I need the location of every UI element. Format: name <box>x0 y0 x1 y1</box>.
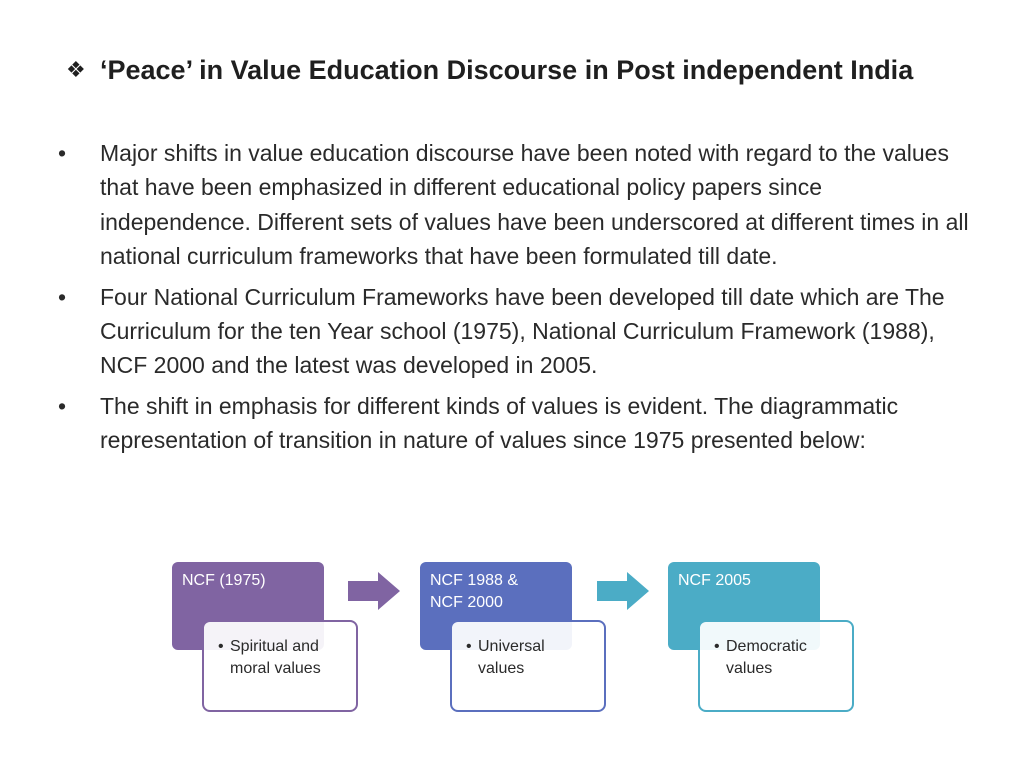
bullet-item <box>58 136 978 274</box>
right-arrow-icon <box>597 572 649 610</box>
slide-heading <box>66 50 946 90</box>
bullet-text: Major shifts in value education discourse have been noted with regard to the values that have been emphasized in different educational policy papers since independence. Different sets of values have been underscored at different times in all national curriculum frameworks that have been formulated till date. <box>100 140 969 270</box>
bullet-item <box>58 280 978 383</box>
detail-bullet-marker: • <box>714 638 720 655</box>
stage-detail-box <box>698 620 854 712</box>
bullet-list <box>58 136 978 464</box>
bullet-marker: • <box>58 392 67 419</box>
stage-detail: Universal values <box>478 638 545 677</box>
stage-detail: Spiritual and moral values <box>230 638 321 677</box>
bullet-text: Four National Curriculum Frameworks have been developed till date which are The Curriculum for the ten Year school (1975), National Curriculum Framework (1988), NCF 2000 and the latest was developed in 2005. <box>100 283 945 379</box>
stage-title: NCF 2005 <box>668 562 820 650</box>
stage-detail: Democratic values <box>726 638 807 677</box>
stage-title: NCF (1975) <box>172 562 324 650</box>
bullet-marker: • <box>58 140 67 166</box>
stage-detail-box <box>450 620 606 712</box>
bullet-marker: • <box>58 283 67 310</box>
bullet-text: The shift in emphasis for different kinds of values is evident. The diagrammatic representation of transition in nature of values since 1975 presented below: <box>100 392 899 454</box>
right-arrow-icon <box>348 572 400 610</box>
detail-bullet-marker: • <box>466 638 472 655</box>
stage-detail-box <box>202 620 358 712</box>
heading-text: ‘Peace’ in Value Education Discourse in Post independent India <box>100 55 914 85</box>
stage-title: NCF 1988 & NCF 2000 <box>420 562 572 650</box>
detail-bullet-marker: • <box>218 638 224 655</box>
diamond-bullet-icon: ❖ <box>66 57 86 82</box>
bullet-item <box>58 389 978 458</box>
